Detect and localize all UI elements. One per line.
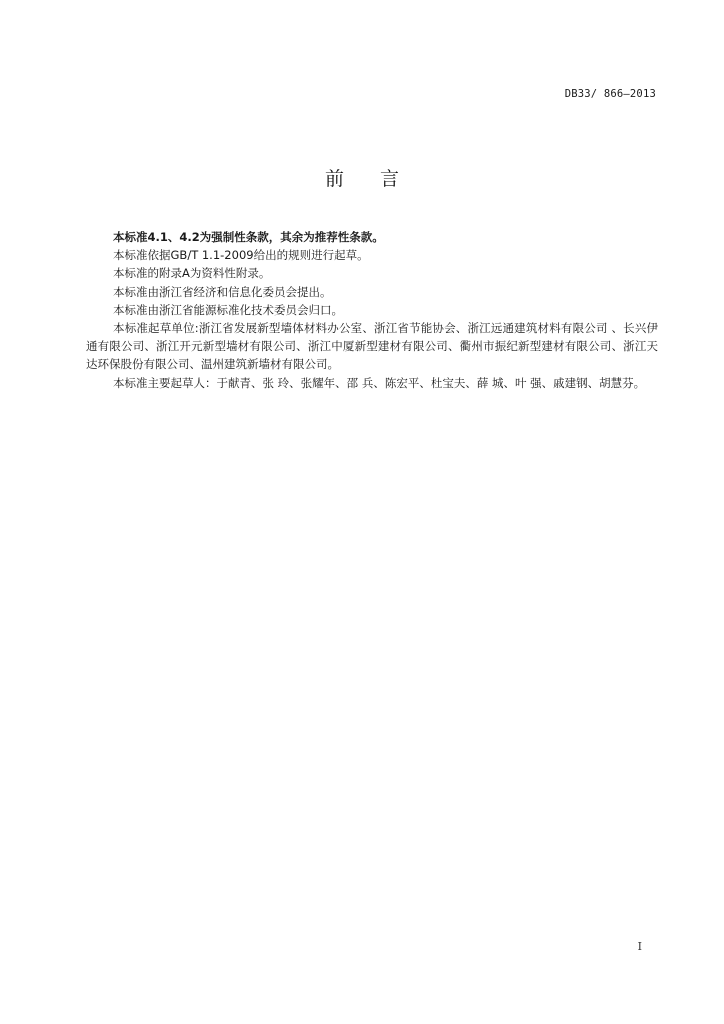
page-title — [0, 164, 724, 191]
paragraph-mandatory-clauses: 本标准4.1、4.2为强制性条款，其余为推荐性条款。 — [113, 230, 384, 244]
foreword-body — [86, 228, 658, 392]
paragraph-under-jurisdiction: 本标准由浙江省能源标准化技术委员会归口。 — [113, 302, 344, 317]
paragraph-appendix: 本标准的附录A为资料性附录。 — [113, 266, 271, 281]
page-number: I — [637, 940, 642, 953]
document-code: DB33/ 866—2013 — [564, 88, 656, 100]
title-char-1: 前 — [324, 168, 344, 190]
paragraph-proposed-by: 本标准由浙江省经济和信息化委员会提出。 — [113, 284, 332, 299]
title-char-2: 言 — [380, 168, 400, 190]
paragraph-drafting-basis: 本标准依据GB/T 1.1-2009给出的规则进行起草。 — [113, 248, 369, 263]
paragraph-drafting-units: 本标准起草单位:浙江省发展新型墙体材料办公室、浙江省节能协会、浙江远通建筑材料有限公司 、长兴伊通有限公司、浙江开元新型墙材有限公司、浙江中厦新型建材有限公司、衢州市振纪新型建材有限公司、浙江天达环保股份有限公司、温州建筑新墙材有限公司。 — [86, 321, 658, 372]
paragraph-main-drafters: 本标准主要起草人：于献青、张 玲、张耀年、邵 兵、陈宏平、杜宝夫、薛 城、叶 强、戚建钢、胡慧芬。 — [113, 375, 646, 390]
